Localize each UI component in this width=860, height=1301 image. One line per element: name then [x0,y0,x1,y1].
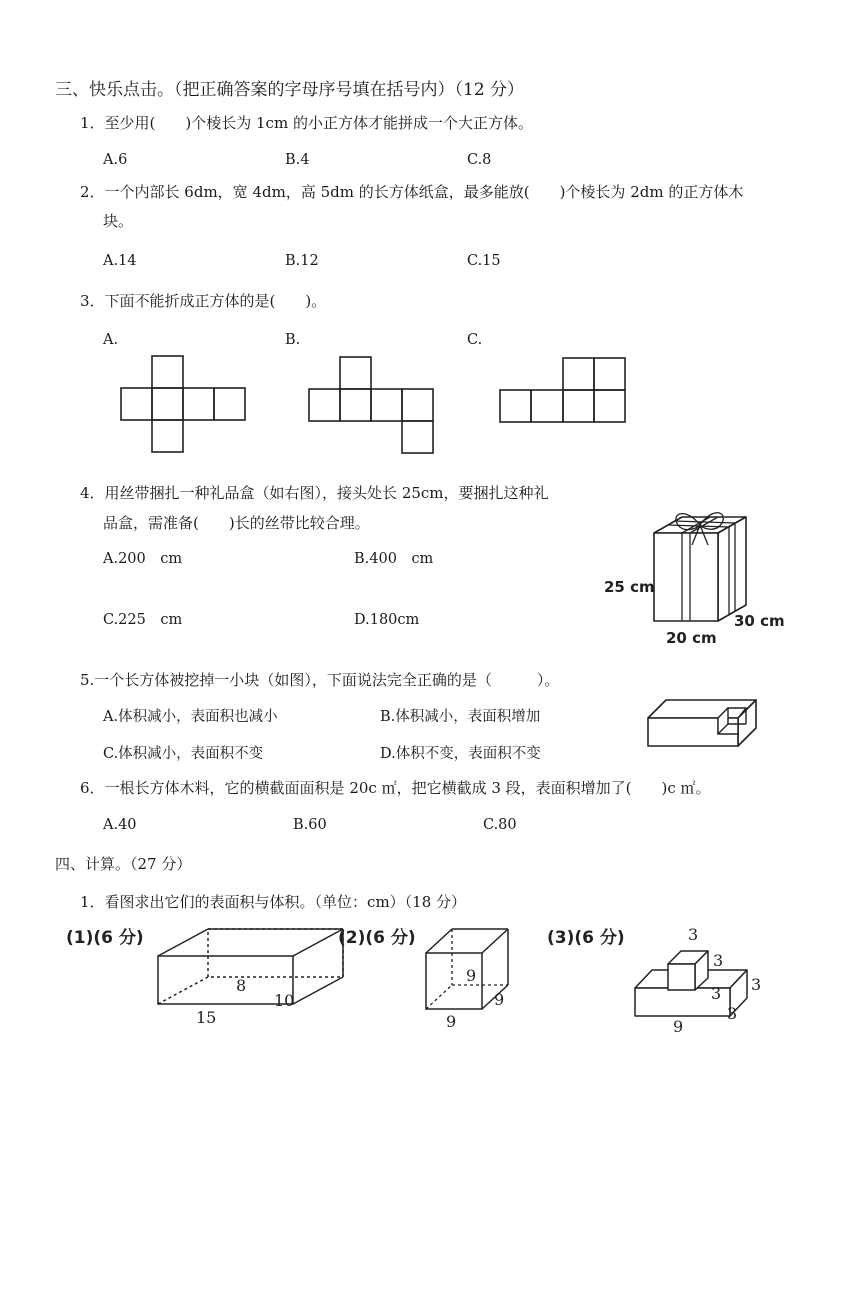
question-2-stem-line2: 块。 [103,212,134,230]
q6-option-c: C.80 [483,817,517,833]
q5-option-a: A.体积减小，表面积也减小 [103,709,278,725]
q4-option-b: B.400 cm [354,551,434,567]
q3-option-c: C. [467,332,483,348]
cube-figure-2 [336,923,536,1033]
question-3-stem: 3．下面不能折成正方体的是( )。 [80,292,327,310]
figure-3-cube-side: 3 [713,951,724,970]
figure-3-base-width: 3 [727,1004,738,1023]
q4-option-c: C.225 cm [103,612,183,628]
net-b-figure [308,355,438,455]
q5-option-b: B.体积减小，表面积增加 [380,709,541,725]
q1-option-c: C.8 [467,152,492,168]
figure-3-base-length: 9 [673,1017,684,1036]
composite-figure-3 [545,918,775,1036]
gift-box-length-label: 20 cm [666,629,717,647]
figure-2-width: 9 [494,990,505,1009]
gift-box-height-label: 25 cm [604,578,655,596]
q6-option-b: B.60 [293,817,327,833]
q3-option-b: B. [285,332,301,348]
section-4-question-1-stem: 1．看图求出它们的表面积与体积。（单位：cm）（18 分） [80,893,467,911]
figure-2-height: 9 [466,966,477,985]
net-c-figure [499,357,629,427]
q2-option-c: C.15 [467,253,501,269]
section-4-heading: 四、计算。（27 分） [55,855,192,873]
figure-3-cube-top: 3 [688,925,699,944]
figure-1-label: (1)(6 分) [66,928,144,948]
figure-2-length: 9 [446,1012,457,1031]
notched-cuboid-figure [646,698,766,758]
gift-box-width-label: 30 cm [734,612,785,630]
gift-box-figure [604,505,794,655]
question-4-stem-line1: 4．用丝带捆扎一种礼品盒（如右图），接头处长 25cm，要捆扎这种礼 [80,484,549,502]
q6-option-a: A.40 [103,817,137,833]
question-6-stem: 6．一根长方体木料，它的横截面面积是 20c ㎡，把它横截成 3 段，表面积增加了( )c ㎡。 [80,779,711,797]
figure-3-base-height: 3 [751,975,762,994]
q3-option-a: A. [103,332,119,348]
cuboid-figure-1 [62,923,332,1033]
figure-1-length: 15 [196,1008,217,1027]
question-4-stem-line2: 品盒，需准备( )长的丝带比较合理。 [103,514,370,532]
figure-1-height: 8 [236,976,247,995]
figure-2-label: (2)(6 分) [338,928,416,948]
question-5-stem: 5.一个长方体被挖掉一小块（如图），下面说法完全正确的是（ ）。 [80,671,560,689]
q2-option-b: B.12 [285,253,319,269]
q2-option-a: A.14 [103,253,137,269]
question-1-stem: 1．至少用( )个棱长为 1cm 的小正方体才能拼成一个大正方体。 [80,114,533,132]
q5-option-d: D.体积不变，表面积不变 [380,746,541,762]
net-a-figure [120,354,250,454]
q4-option-d: D.180cm [354,612,420,628]
q4-option-a: A.200 cm [103,551,183,567]
figure-3-label: (3)(6 分) [547,928,625,948]
q1-option-a: A.6 [103,152,128,168]
figure-3-cube-height: 3 [711,984,722,1003]
figure-1-width: 10 [274,991,295,1010]
q1-option-b: B.4 [285,152,310,168]
section-3-heading: 三、快乐点击。（把正确答案的字母序号填在括号内）（12 分） [55,80,525,100]
q5-option-c: C.体积减小，表面积不变 [103,746,264,762]
question-2-stem-line1: 2．一个内部长 6dm，宽 4dm，高 5dm 的长方体纸盒，最多能放( )个棱长为 2dm 的正方体木 [80,183,744,201]
